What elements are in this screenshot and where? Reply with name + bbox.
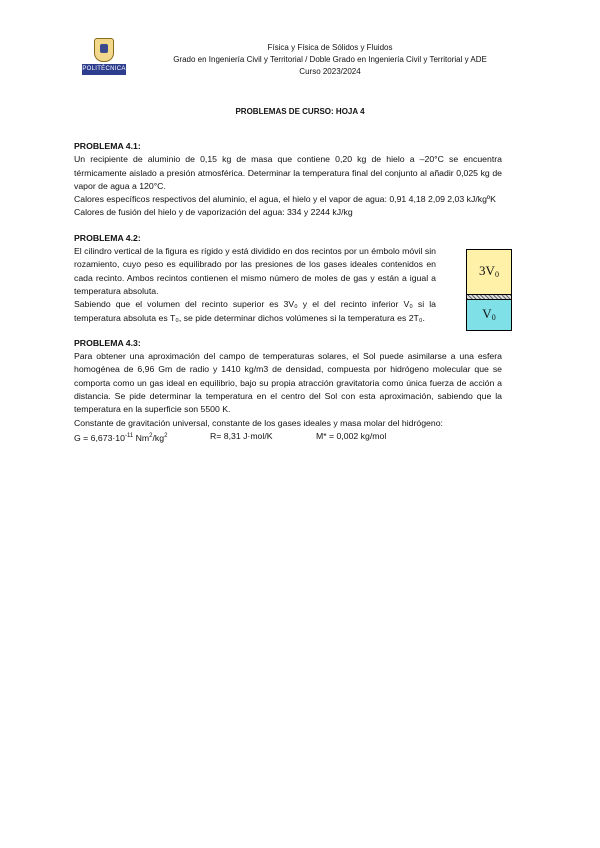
cylinder-figure [466,249,512,332]
problem-heading: PROBLEMA 4.1: [74,141,141,151]
problem-statement: Un recipiente de aluminio de 0,15 kg de masa que contiene 0,20 kg de hielo a –20°C se encuentra térmicamente aislado a presión atmosférica. Determinar la temperatura final del conjunto al añadir 0,025 kg de vapor de agua a 120°C. [74,154,502,191]
molar-mass: M* = 0,002 kg/mol [316,430,387,441]
university-logo [82,38,126,78]
problem-heading: PROBLEMA 4.3: [74,337,141,348]
problem-heading: PROBLEMA 4.2: [74,232,141,243]
constants-row [74,430,502,445]
document-header [140,42,520,78]
upper-chamber [466,249,512,294]
academic-year: Curso 2023/2024 [299,67,361,76]
logo-text: POLITÉCNICA [82,64,126,75]
gas-constant: R= 8,31 J·mol/K [210,430,273,441]
lower-volume-label: V0 [482,305,496,322]
problem-4-1 [74,140,502,220]
problem-statement: El cilindro vertical de la figura es rígido y está dividido en dos recintos por un émbolo móvil sin rozamiento, cuyo peso es equilibrado por las presiones de los gases ideales contenidos en cada recinto. Ambos recintos contienen el mismo número de moles de gas y están a igual a temperatura absoluta. [74,246,436,296]
degree-name: Grado en Ingeniería Civil y Territorial / Doble Grado en Ingeniería Civil y Territorial y ADE [173,55,487,64]
crest-icon [94,38,114,62]
gravitational-constant: $G = 6,673\cdot 10^{-11}$ $Nm^2/kg^2$ [74,432,168,443]
problem-statement: Para obtener una aproximación del campo de temperaturas solares, el Sol puede asimilarse a una esfera homogénea de 6,96 Gm de radio y 1410 kg/m3 de densidad, compuesta por hidrógeno molecular que se comporta como un gas ideal en equilibrio, bajo su propia atracción gravitatoria como única fuerza de acción a distancia. Se pide determinar la temperatura en el centro del Sol con esta aproximación, sabiendo que la temperatura en la superficie son 5500 K. [74,351,502,415]
constants-intro: Constante de gravitación universal, constante de los gases ideales y masa molar del hidrógeno: [74,417,443,428]
problems-content [74,140,502,445]
problem-4-2 [74,232,502,325]
latent-heats: Calores de fusión del hielo y de vaporización del agua: 334 y 2244 kJ/kg [74,207,353,218]
course-name: Física y Física de Sólidos y Fluidos [267,43,393,52]
specific-heats: Calores específicos respectivos del aluminio, el agua, el hielo y el vapor de agua: 0,91 4,18 2,09 2,03 kJ/kgºK [74,194,496,205]
page-title: PROBLEMAS DE CURSO: HOJA 4 [235,107,365,116]
upper-volume-label: 3V0 [479,262,499,279]
problem-4-3 [74,337,502,445]
problem-question: Sabiendo que el volumen del recinto superior es 3V₀ y el del recinto inferior V₀ si la temperatura absoluta es T₀, se pide determinar dichos volúmenes si la temperatura es 2T₀. [74,299,436,323]
lower-chamber [466,300,512,331]
